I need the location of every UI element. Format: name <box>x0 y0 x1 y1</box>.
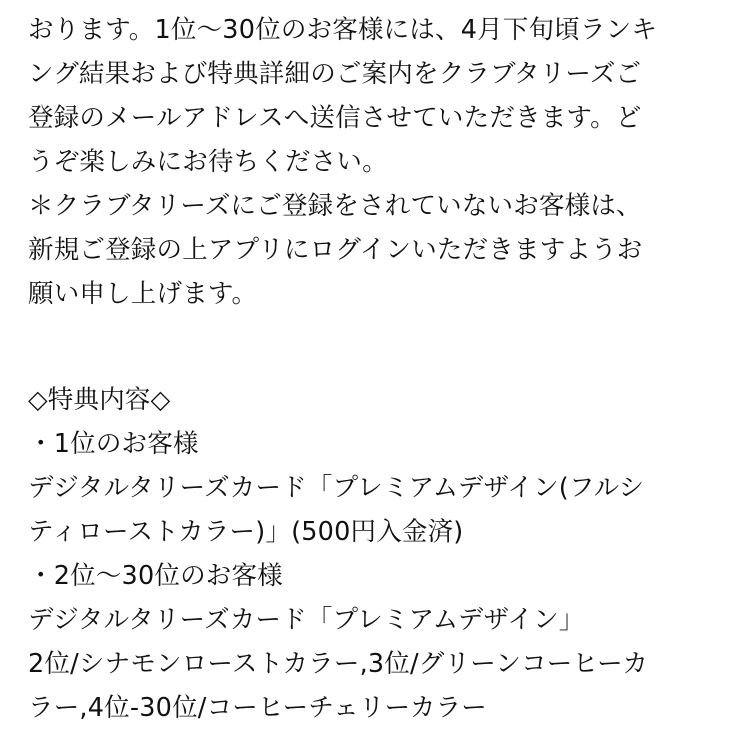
text-line: うぞ楽しみにお待ちください。 <box>28 147 388 177</box>
paragraph-benefit-details <box>28 422 712 730</box>
text-line: ラー,4位-30位/コーヒーチェリーカラー <box>28 693 487 723</box>
paragraph-ranking-notice <box>28 8 712 316</box>
text-line: ＊クラブタリーズにご登録をされていないお客様は、 <box>28 191 642 221</box>
text-line: 願い申し上げます。 <box>28 279 258 309</box>
text-line: デジタルタリーズカード「プレミアムデザイン(フルシ <box>28 473 645 503</box>
section-heading-benefits: ◇特典内容◇ <box>28 385 171 415</box>
section-spacer <box>28 316 712 378</box>
text-line: 新規ご登録の上アプリにログインいただきますようお <box>28 235 643 265</box>
text-line: おります。1位～30位のお客様には、4月下旬頃ランキ <box>28 15 658 45</box>
text-line: 登録のメールアドレスへ送信させていただきます。ど <box>28 103 642 133</box>
text-line: ・1位のお客様 <box>28 429 199 459</box>
text-line: ティローストカラー)」(500円入金済) <box>28 517 464 547</box>
text-line: ング結果および特典詳細のご案内をクラブタリーズご <box>28 59 642 89</box>
text-line: ・2位～30位のお客様 <box>28 561 283 591</box>
text-line: デジタルタリーズカード「プレミアムデザイン」 <box>28 605 585 635</box>
text-line: 2位/シナモンローストカラー,3位/グリーンコーヒーカ <box>28 649 649 679</box>
